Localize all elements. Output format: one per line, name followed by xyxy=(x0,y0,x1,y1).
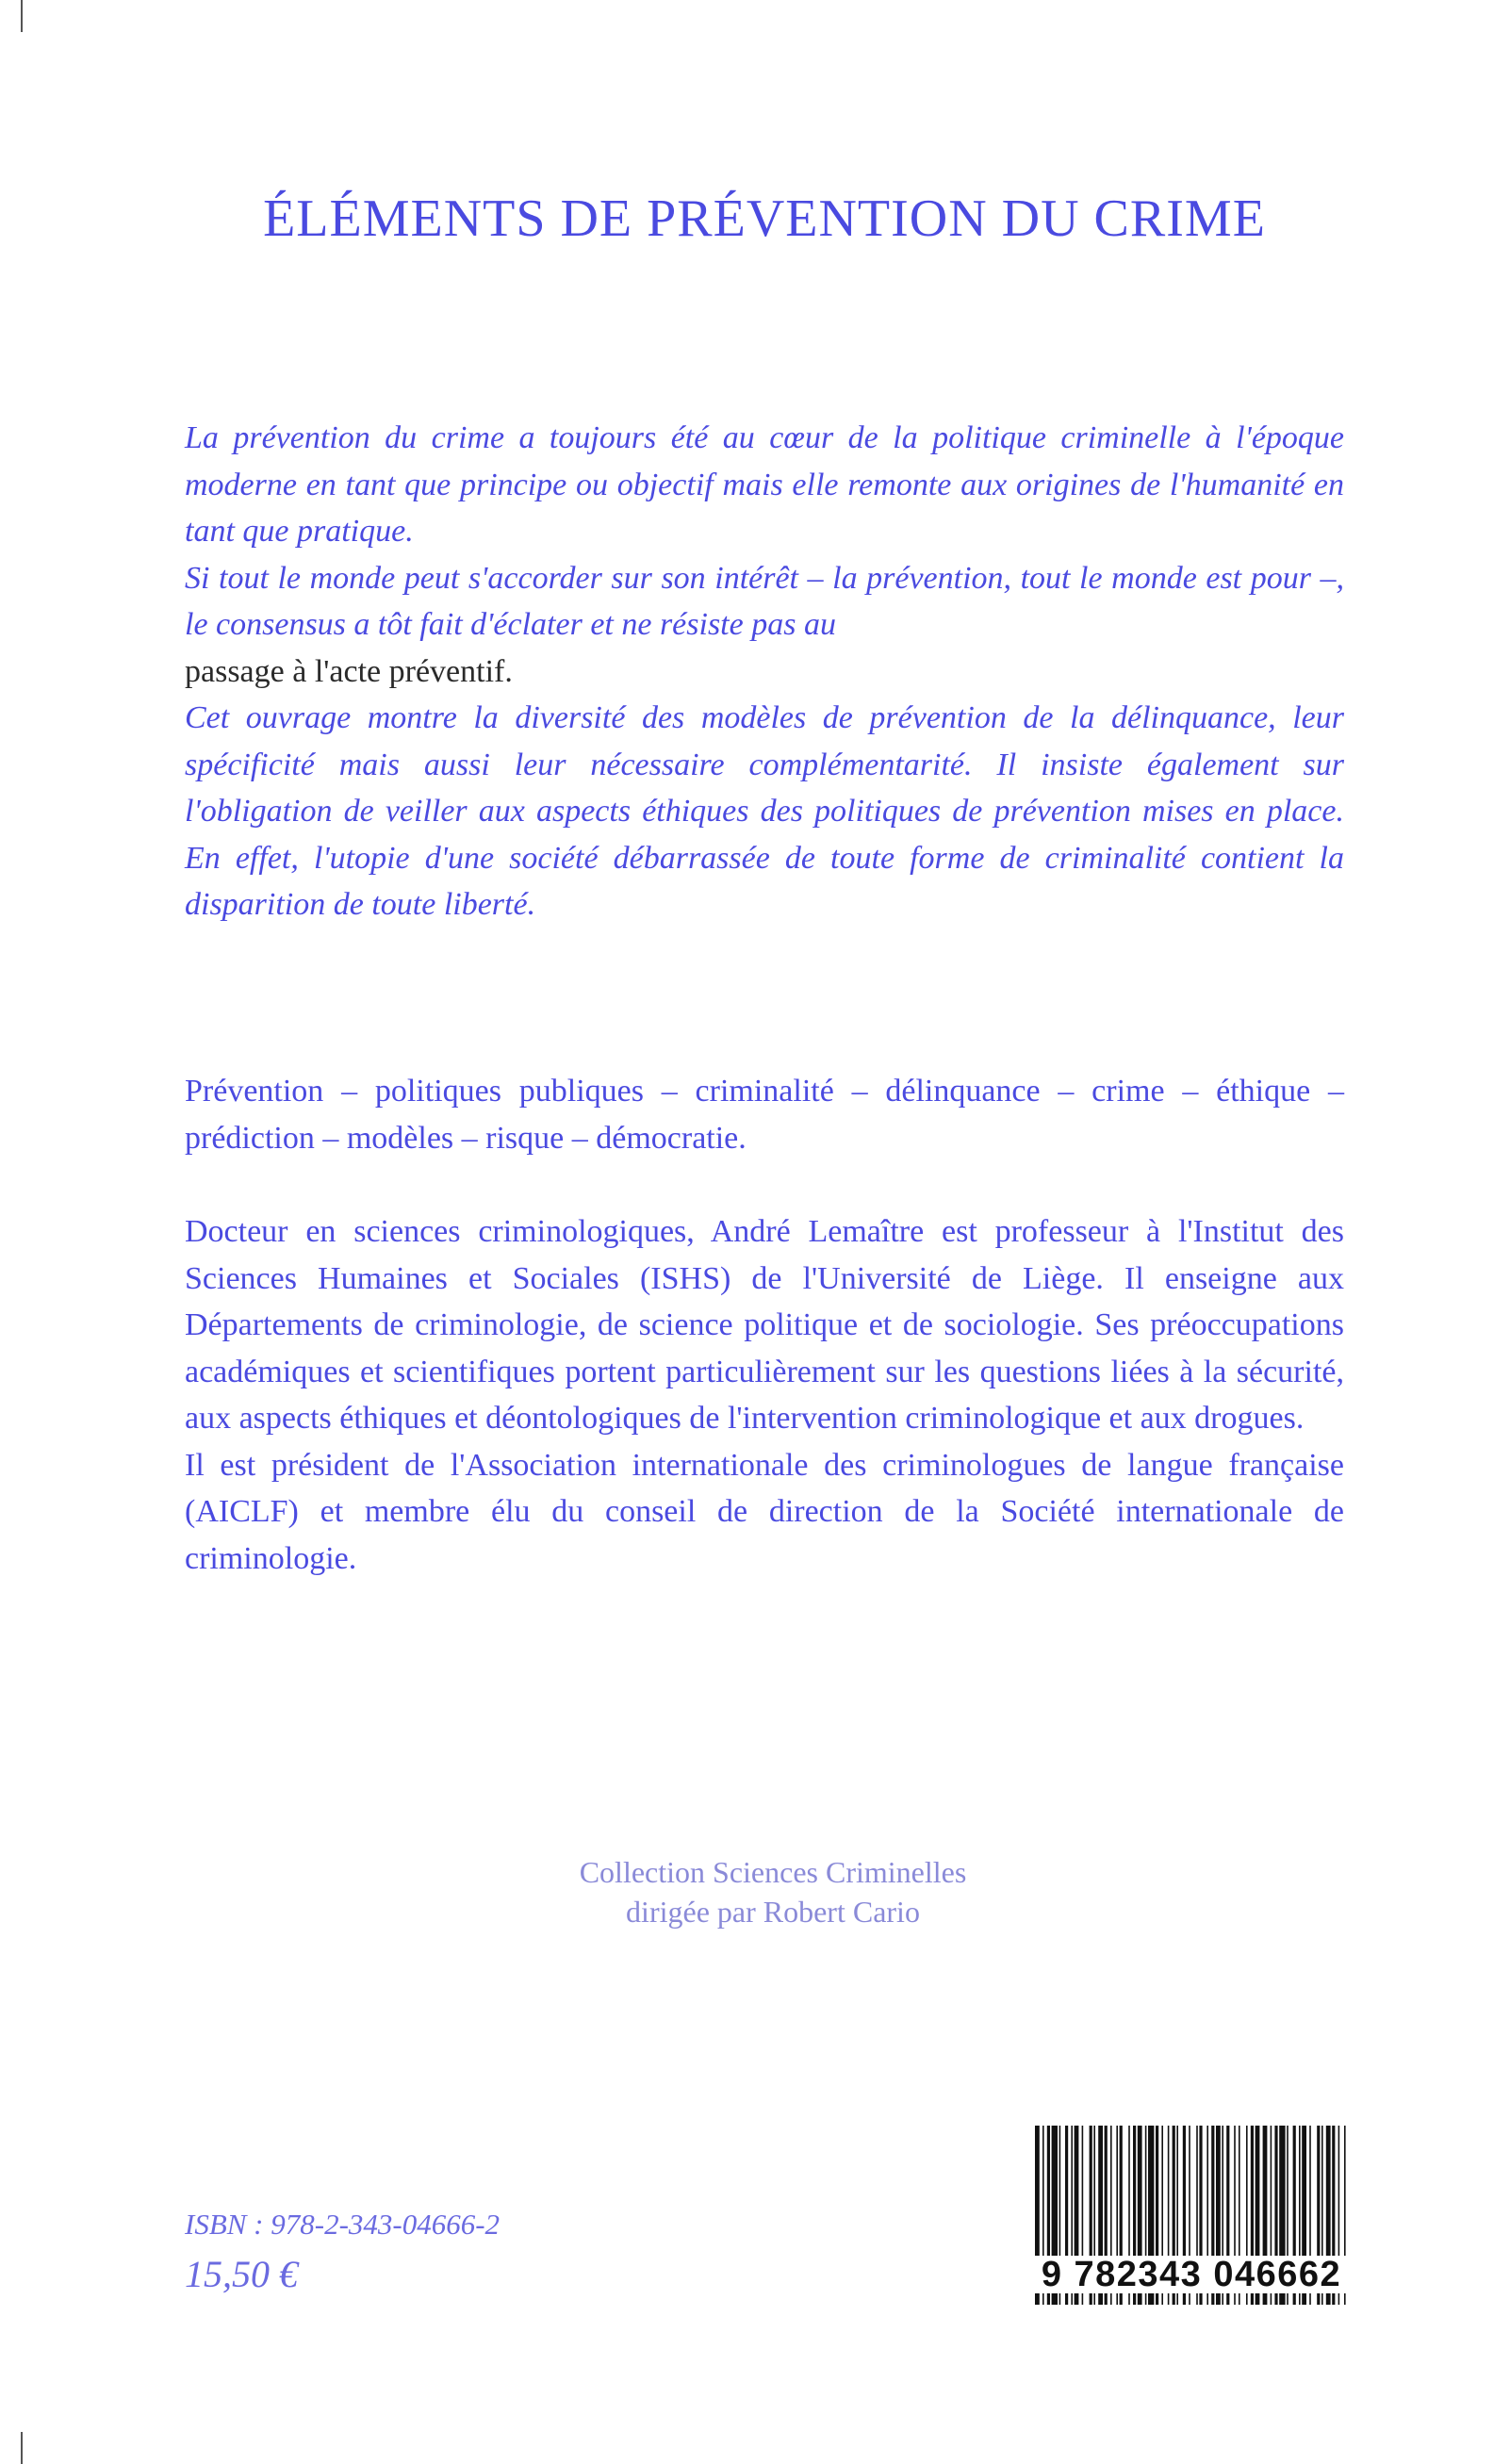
isbn: ISBN : 978-2-343-04666-2 xyxy=(185,2208,501,2241)
author-bio xyxy=(185,1208,1344,1582)
collection-name: Collection Sciences Criminelles xyxy=(579,1855,967,1889)
barcode-digits: 9 782343 046662 xyxy=(1031,2256,1352,2293)
crop-mark-bottom xyxy=(21,2432,23,2464)
summary-paragraph: passage à l'acte préventif. xyxy=(185,653,513,689)
keywords xyxy=(185,1068,1344,1161)
author-bio-paragraph: Docteur en sciences criminologiques, André Lemaître est professeur à l'Institut des Sciences Humaines et Sociales (ISHS) de l'Université de Liège. Il enseigne aux Départements de criminologie, de science politique et de sociologie. Ses préoccupations académiques et scientifiques portent particulièrement sur les questions liées à la sécurité, aux aspects éthiques et déontologiques de l'intervention criminologique et aux drogues. xyxy=(185,1214,1344,1436)
summary-paragraph: La prévention du crime a toujours été au cœur de la politique criminelle à l'époque moderne en tant que principe ou objectif mais elle remonte aux origines de l'humanité en tant que pratique. xyxy=(185,420,1344,549)
collection-info xyxy=(396,1852,1150,1931)
price: 15,50 € xyxy=(185,2253,298,2295)
collection-director: dirigée par Robert Cario xyxy=(626,1895,920,1929)
author-bio-paragraph: Il est président de l'Association internationale des criminologues de langue française (AICLF) et membre élu du conseil de direction de la Société internationale de criminologie. xyxy=(185,1447,1344,1576)
summary-paragraph: Si tout le monde peut s'accorder sur son intérêt – la prévention, tout le monde est pour –, le consensus a tôt fait d'éclater et ne résiste pas au xyxy=(185,560,1344,642)
crop-mark-top xyxy=(21,0,23,32)
book-title: ÉLÉMENTS DE PRÉVENTION DU CRIME xyxy=(263,189,1266,248)
book-summary xyxy=(185,415,1344,928)
summary-paragraph: Cet ouvrage montre la diversité des modèles de prévention de la délinquance, leur spécificité mais aussi leur nécessaire complémentarité. Il insiste également sur l'obligation de veiller aux aspects éthiques des politiques de prévention mises en place. En effet, l'utopie d'une société débarrassée de toute forme de criminalité contient la disparition de toute liberté. xyxy=(185,700,1344,922)
keywords-text: Prévention – politiques publiques – criminalité – délinquance – crime – éthique – prédiction – modèles – risque – démocratie. xyxy=(185,1074,1344,1156)
